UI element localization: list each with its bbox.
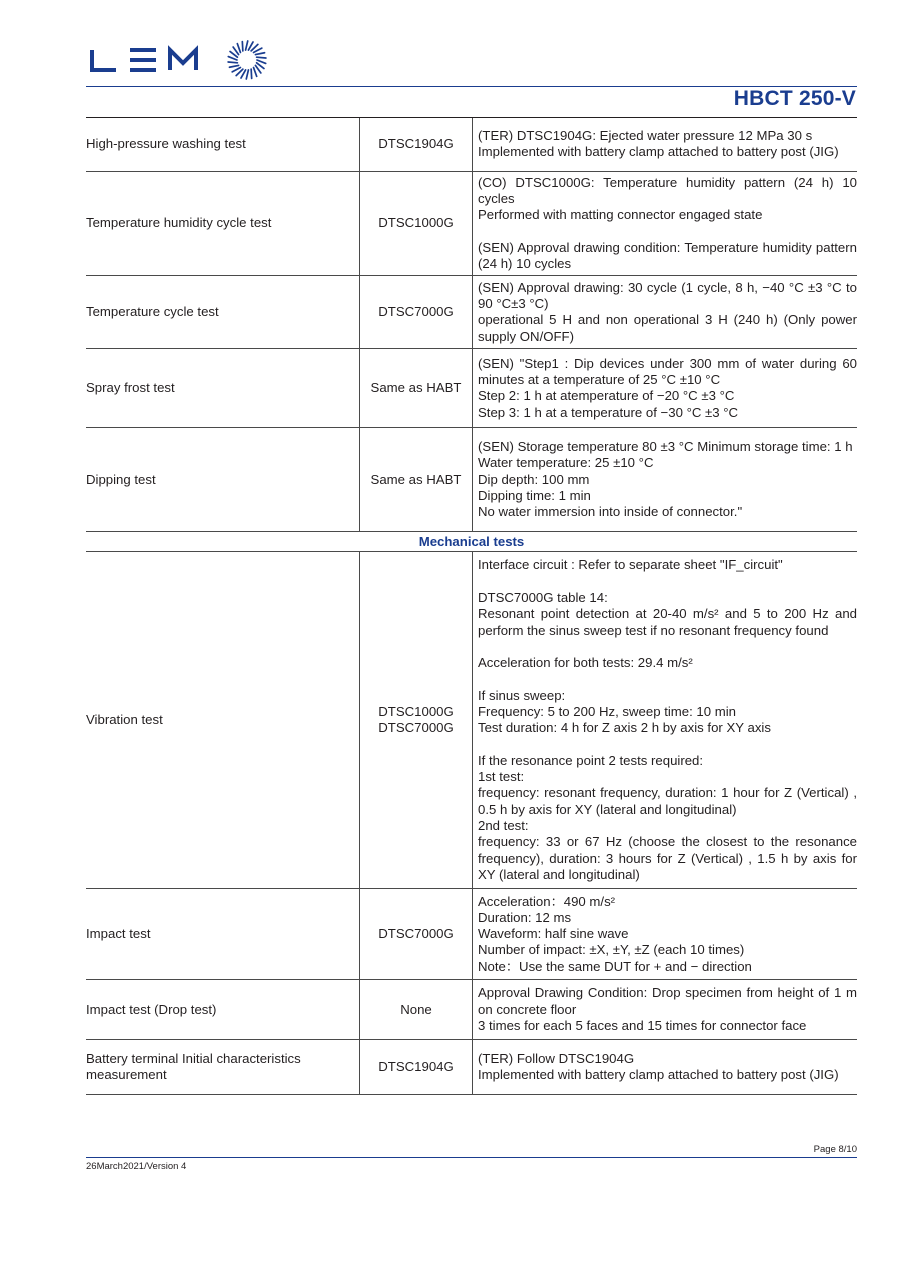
test-standard: DTSC1904G — [360, 1040, 473, 1095]
test-description: (SEN) Storage temperature 80 ±3 °C Minimum storage time: 1 h Water temperature: 25 ±10 °C Dip depth: 100 mm Dipping time: 1 min No water immersion into inside of connector." — [473, 428, 858, 532]
sunburst-ray — [237, 44, 240, 53]
sunburst-ray — [254, 48, 262, 52]
page-number: Page 8/10 — [813, 1144, 857, 1155]
test-description: (TER) Follow DTSC1904G Implemented with battery clamp attached to battery post (JIG) — [473, 1040, 858, 1095]
sunburst-ray — [254, 68, 257, 77]
section-header-row — [86, 532, 857, 552]
test-standard: DTSC7000G — [360, 276, 473, 349]
test-standard: DTSC7000G — [360, 889, 473, 980]
document-version: 26March2021/Version 4 — [86, 1161, 187, 1172]
test-standard: None — [360, 980, 473, 1040]
table-row — [86, 980, 857, 1040]
sunburst-mark — [228, 41, 266, 79]
product-title: HBCT 250-V — [733, 87, 856, 110]
section-title: Mechanical tests — [86, 532, 857, 552]
test-name: Vibration test — [86, 552, 360, 889]
test-name: Temperature humidity cycle test — [86, 171, 360, 276]
sunburst-ray — [228, 57, 237, 60]
test-description: Approval Drawing Condition: Drop specimen from height of 1 m on concrete floor 3 times for each 5 faces and 15 times for connector face — [473, 980, 858, 1040]
test-name: Impact test (Drop test) — [86, 980, 360, 1040]
table-row — [86, 276, 857, 349]
test-name: Impact test — [86, 889, 360, 980]
test-name: Dipping test — [86, 428, 360, 532]
footer-rule — [86, 1157, 857, 1158]
lem-logo — [90, 36, 280, 86]
test-name: Temperature cycle test — [86, 276, 360, 349]
test-description: Acceleration：490 m/s² Duration: 12 ms Waveform: half sine wave Number of impact: ±X, ±Y, ±Z (each 10 times) Note：Use the same DUT for + and − direction — [473, 889, 858, 980]
test-standard: DTSC1000G DTSC7000G — [360, 552, 473, 889]
test-standard: Same as HABT — [360, 349, 473, 428]
table-row — [86, 889, 857, 980]
sunburst-ray — [246, 41, 248, 50]
table-row — [86, 552, 857, 889]
test-standard: DTSC1904G — [360, 118, 473, 171]
test-name: Spray frost test — [86, 349, 360, 428]
table-row — [86, 428, 857, 532]
test-table — [86, 118, 857, 1095]
sunburst-ray — [257, 60, 266, 63]
sunburst-ray — [257, 57, 266, 58]
test-name: High-pressure washing test — [86, 118, 360, 171]
sunburst-ray — [242, 42, 243, 51]
test-name: Battery terminal Initial characteristics measurement — [86, 1040, 360, 1095]
sunburst-ray — [251, 69, 252, 78]
sunburst-ray — [255, 53, 264, 55]
test-description: (SEN) "Step1 : Dip devices under 300 mm of water during 60 minutes at a temperature of 25 °C ±10 °C Step 2: 1 h at atemperature of −20 °C ±3 °C Step 3: 1 h at a temperature of −30 °C ±3 °C — [473, 349, 858, 428]
test-description: (TER) DTSC1904G: Ejected water pressure 12 MPa 30 s Implemented with battery clamp attached to battery post (JIG) — [473, 118, 858, 171]
test-description: (SEN) Approval drawing: 30 cycle (1 cycle, 8 h, −40 °C ±3 °C to 90 °C±3 °C) operational 5 H and non operational 3 H (240 h) (Only power supply ON/OFF) — [473, 276, 858, 349]
sunburst-ray — [229, 65, 238, 67]
sunburst-ray — [246, 70, 248, 79]
sunburst-ray — [232, 68, 240, 72]
table-row — [86, 1040, 857, 1095]
table-row — [86, 349, 857, 428]
test-description: Interface circuit : Refer to separate sheet "IF_circuit" DTSC7000G table 14: Resonant point detection at 20-40 m/s² and 5 to 200 Hz and perform the sinus sweep test if no resonant frequency found Acceleration for both tests: 29.4 m/s² If sinus sweep: Frequency: 5 to 200 Hz, sweep time: 10 min Test duration: 4 h for Z axis 2 h by axis for XY axis If the resonance point 2 tests required: 1st test: frequency: resonant frequency, duration: 1 hour for Z (Vertical) , 0.5 h by axis for XY (lateral and longitudinal) 2nd test: frequency: 33 or 67 Hz (choose the closest to the resonance frequency), duration: 3 hours for Z (Vertical) , 1.5 h by axis for XY (lateral and longitudinal) — [473, 552, 858, 889]
table-row — [86, 118, 857, 171]
test-description: (CO) DTSC1000G: Temperature humidity pattern (24 h) 10 cycles Performed with matting connector engaged state (SEN) Approval drawing condition: Temperature humidity pattern (24 h) 10 cycles — [473, 171, 858, 276]
test-standard: Same as HABT — [360, 428, 473, 532]
table-row — [86, 171, 857, 276]
test-standard: DTSC1000G — [360, 171, 473, 276]
sunburst-ray — [228, 62, 237, 63]
